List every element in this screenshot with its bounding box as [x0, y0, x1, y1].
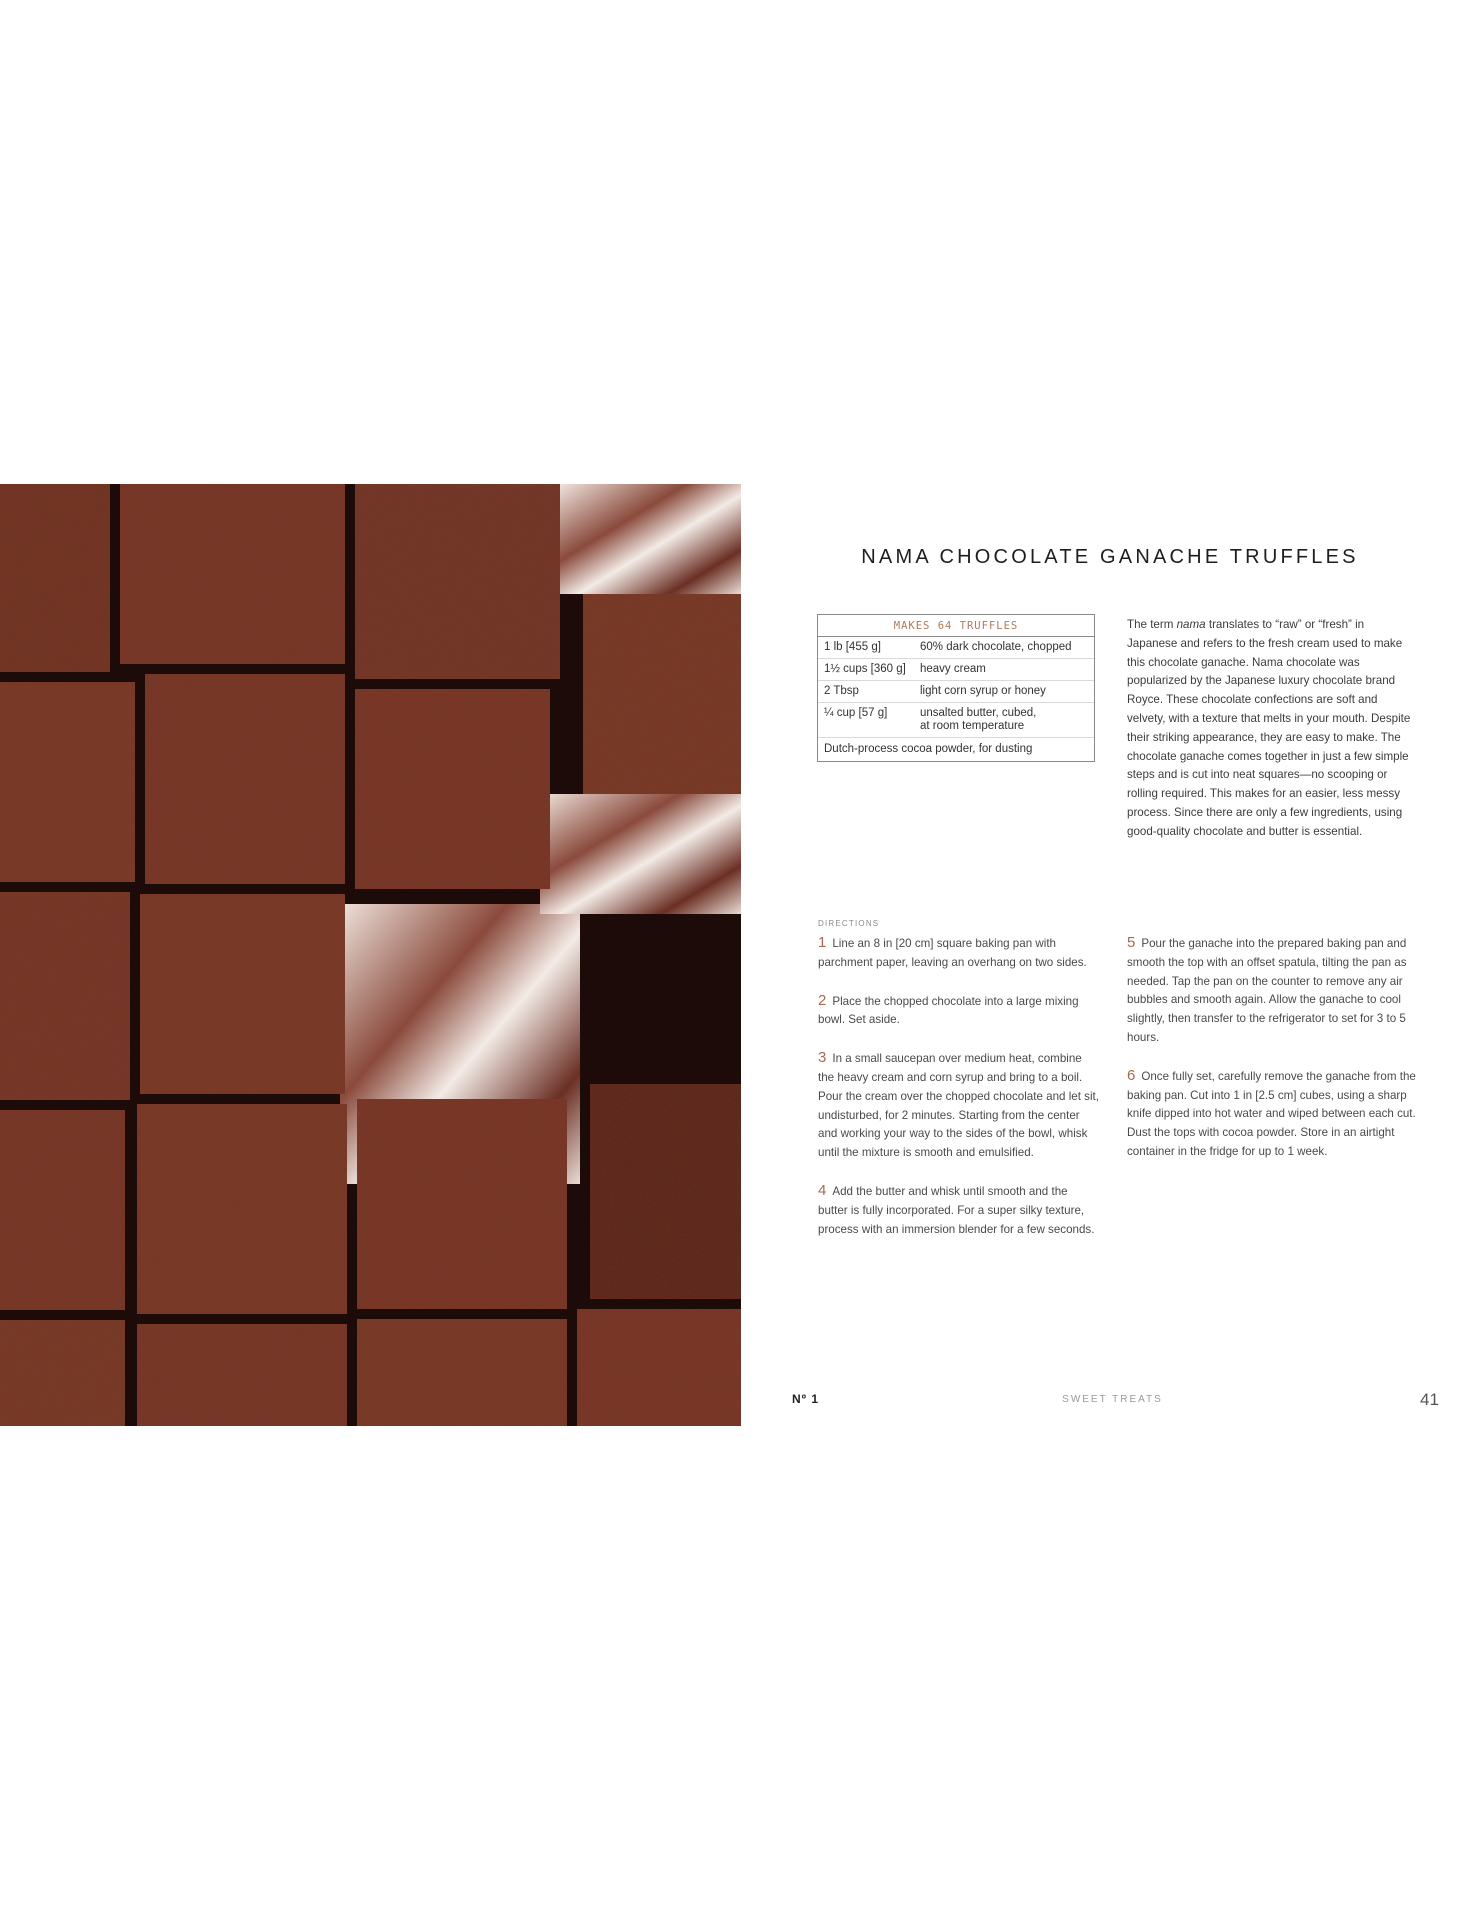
step-text: Line an 8 in [20 cm] square baking pan with parchment paper, leaving an overhang on two sides. [818, 937, 1087, 969]
page-number: 41 [1420, 1390, 1439, 1409]
direction-step [1127, 934, 1417, 1048]
truffles-photo [0, 484, 741, 1426]
ingredient-name: light corn syrup or honey [920, 685, 1046, 697]
directions-column-left [818, 934, 1100, 1258]
truffles-photo-illustration [0, 484, 741, 1426]
direction-step [1127, 1067, 1417, 1162]
chapter-number: Nº 1 [792, 1392, 820, 1406]
ingredient-row [818, 637, 1094, 659]
ingredient-name: heavy cream [920, 663, 986, 675]
step-text: Pour the ganache into the prepared baking pan and smooth the top with an offset spatula, tilting the pan as needed. Tap the pan on the counter to remove any air bubbles and smooth again. Allow the ganache to cool slightly, then transfer to the refrigerator to set for 3 to 5 hours. [1127, 937, 1407, 1044]
step-text: Place the chopped chocolate into a large mixing bowl. Set aside. [818, 994, 1079, 1027]
intro-emphasis: nama [1176, 618, 1206, 631]
step-text: Once fully set, carefully remove the ganache from the baking pan. Cut into 1 in [2.5 cm] cubes, using a sharp knife dipped into hot water and wiped between each cut. Dust the tops with cocoa powder. Store in an airtight container in the fridge for up to 1 week. [1127, 1069, 1416, 1158]
directions-column-right [1127, 934, 1417, 1181]
ingredients-table [817, 614, 1095, 762]
ingredient-dusting: Dutch-process cocoa powder, for dusting [824, 743, 1033, 755]
step-number: 6 [1127, 1066, 1136, 1084]
step-number: 3 [818, 1049, 827, 1067]
step-text: Add the butter and whisk until smooth and the butter is fully incorporated. For a super silky texture, process with an immersion blender for a few seconds. [818, 1184, 1095, 1236]
chapter-title: SWEET TREATS [1062, 1394, 1163, 1405]
ingredient-name: unsalted butter, cubed, at room temperature [920, 707, 1037, 732]
step-number: 4 [818, 1181, 827, 1199]
ingredient-quantity: 1½ cups [360 g] [824, 663, 906, 675]
ingredient-quantity: ¼ cup [57 g] [824, 707, 888, 719]
step-number: 1 [818, 934, 827, 951]
step-number: 2 [818, 991, 827, 1009]
direction-step [818, 1049, 1100, 1163]
directions-label: DIRECTIONS [818, 919, 880, 928]
ingredient-row [818, 659, 1094, 681]
ingredient-quantity: 1 lb [455 g] [824, 641, 881, 653]
intro-text-start: The term [1127, 618, 1177, 631]
step-text: In a small saucepan over medium heat, combine the heavy cream and corn syrup and bring to a boil. Pour the cream over the chopped chocolate and let sit, undisturbed, for 2 minutes. Starting from the center and working your way to the sides of the bowl, whisk until the mixture is smooth and emulsified. [818, 1052, 1099, 1160]
step-number: 5 [1127, 934, 1136, 951]
ingredient-row-dusting [818, 738, 1094, 761]
direction-step [818, 992, 1100, 1031]
recipe-intro [1127, 616, 1417, 842]
ingredient-name: 60% dark chocolate, chopped [920, 641, 1072, 653]
ingredient-quantity: 2 Tbsp [824, 685, 859, 697]
ingredient-row [818, 703, 1094, 738]
intro-text-rest: translates to “raw” or “fresh” in Japanese and refers to the fresh cream used to make this chocolate ganache. Nama chocolate was popularized by the Japanese luxury chocolate brand Royce. These chocolate confections are soft and velvety, with a texture that melts in your mouth. Despite their striking appearance, they are easy to make. The chocolate ganache comes together in just a few simple steps and is cut into neat squares—no scooping or rolling required. This makes for an easier, less messy process. Since there are only a few ingredients, using good-quality chocolate and butter is essential. [1127, 618, 1411, 838]
direction-step [818, 1182, 1100, 1239]
ingredient-row [818, 681, 1094, 703]
recipe-title: NAMA CHOCOLATE GANACHE TRUFFLES [861, 546, 1359, 569]
direction-step [818, 934, 1100, 973]
ingredients-yield: MAKES 64 TRUFFLES [818, 615, 1094, 637]
